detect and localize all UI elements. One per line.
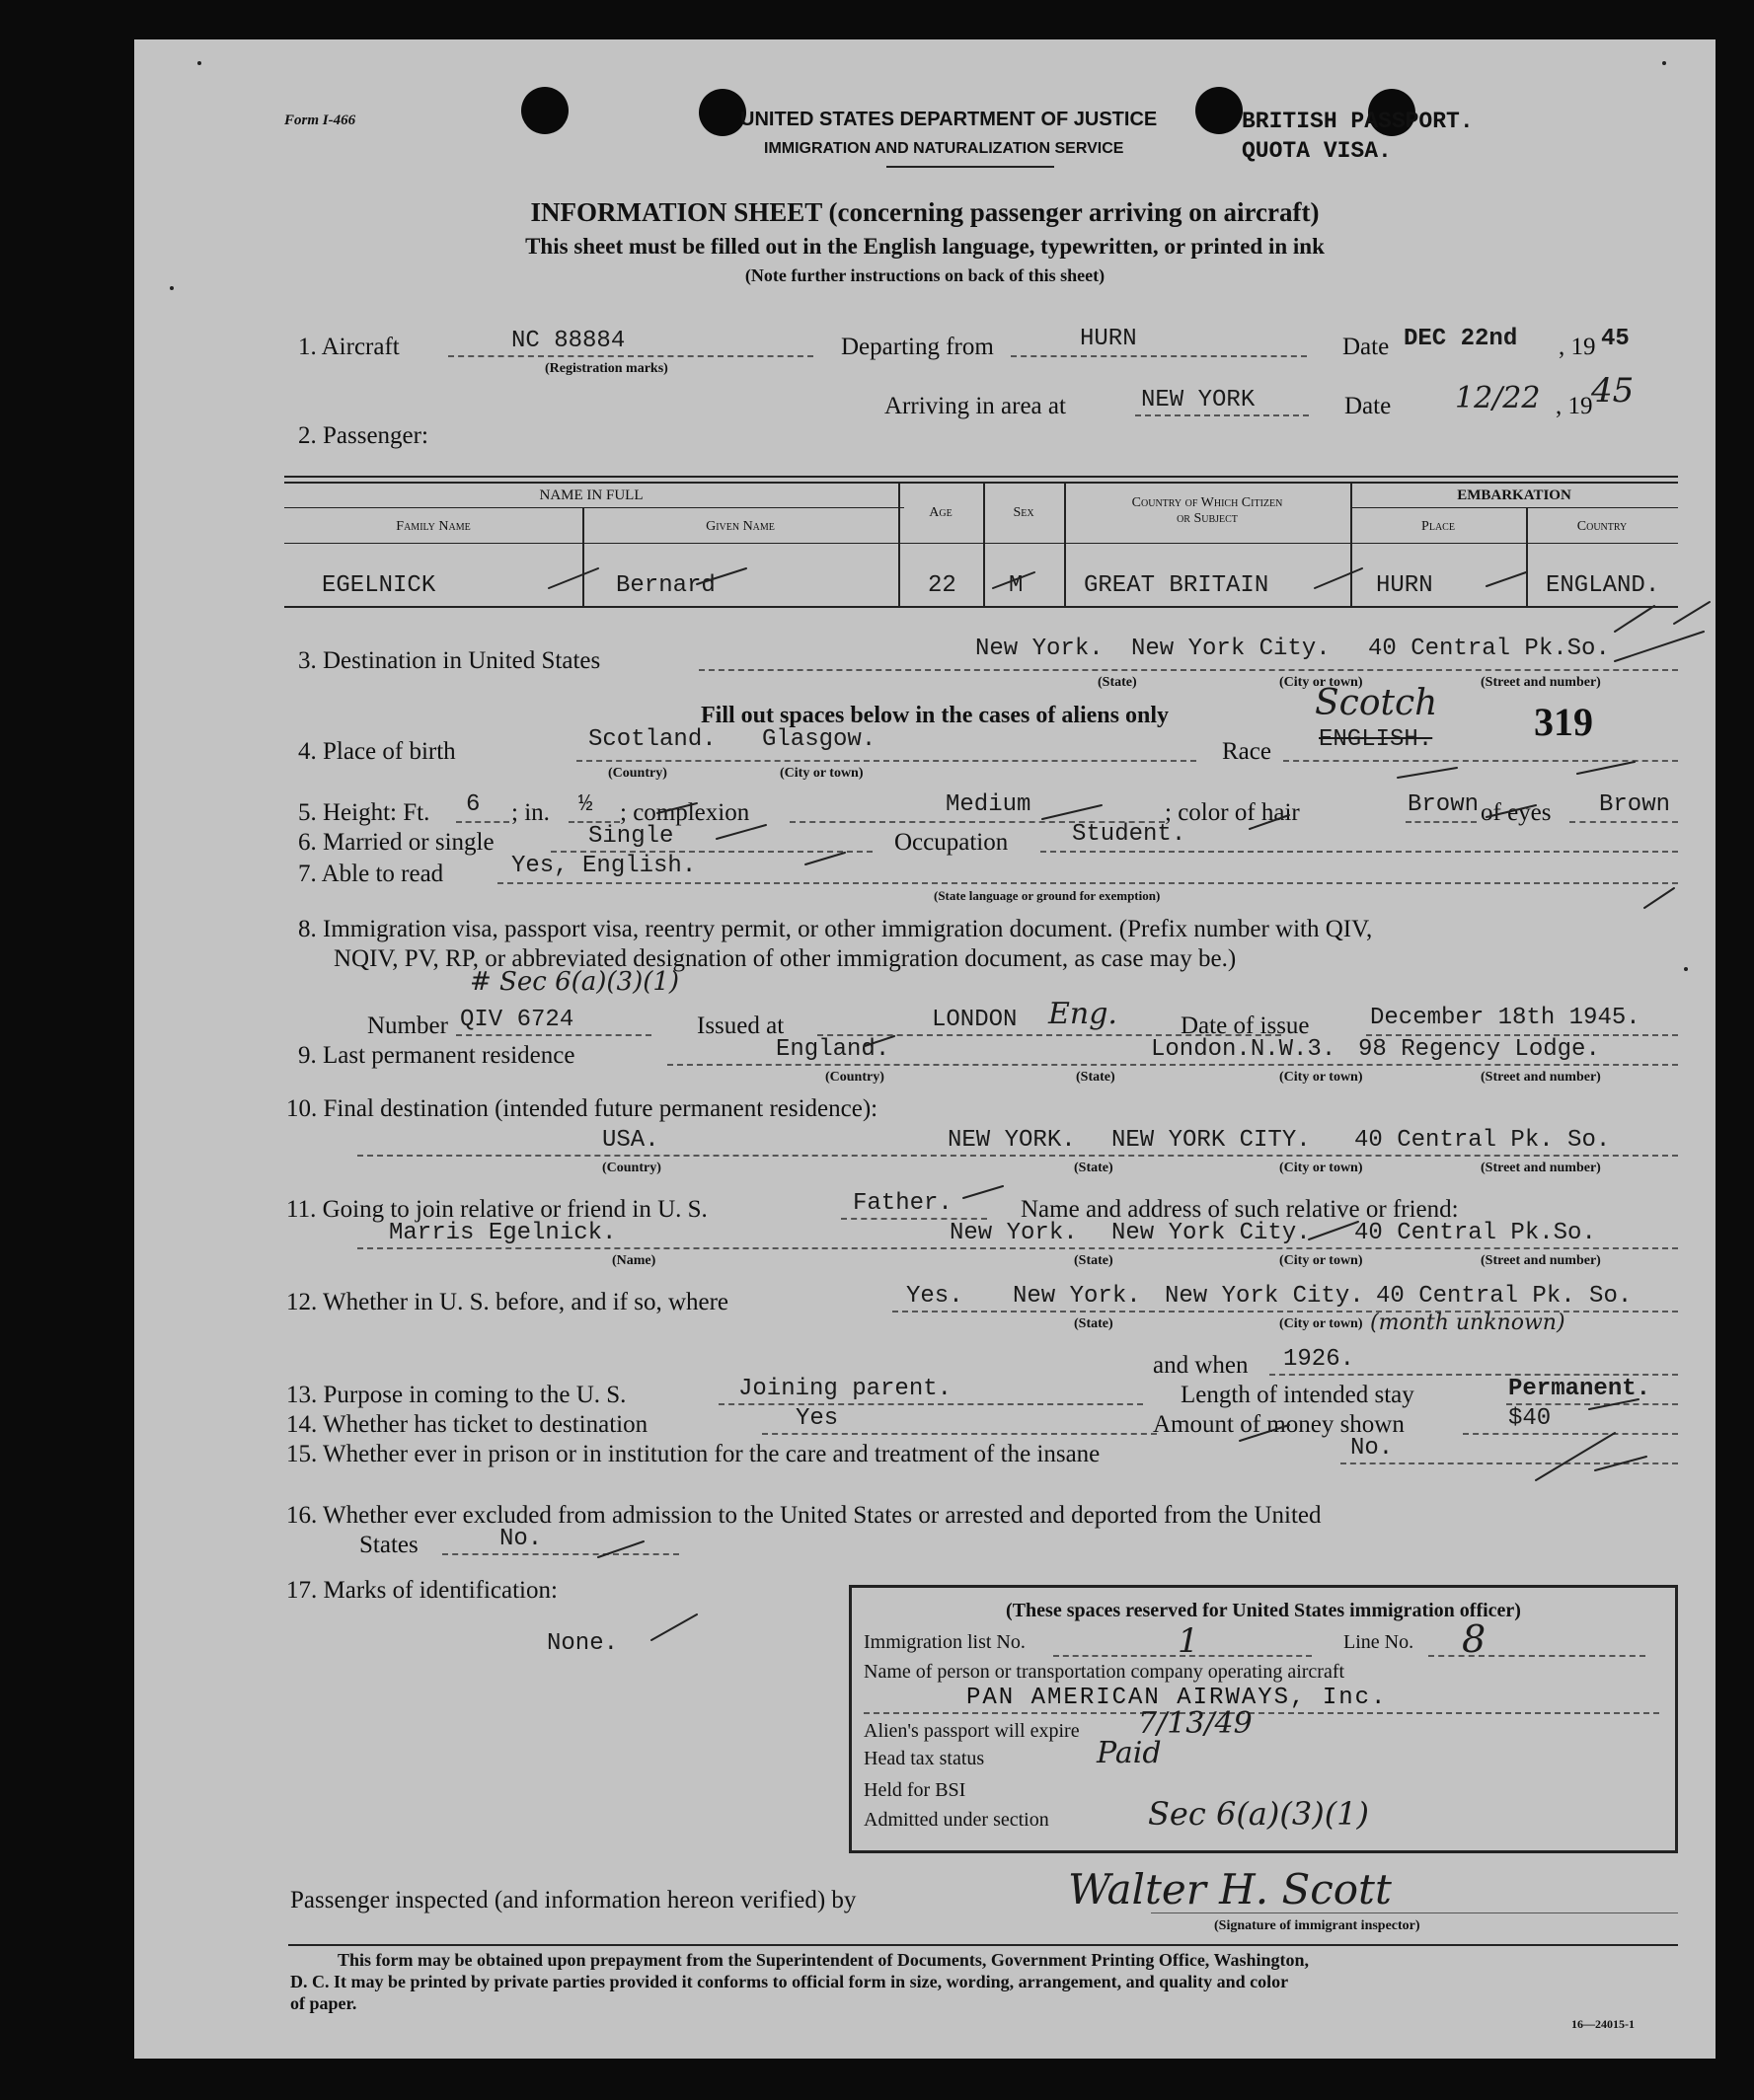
marital-value: Single bbox=[588, 823, 674, 850]
sheet-subtitle: This sheet must be filled out in the English language, typewritten, or printed in ink bbox=[525, 234, 1325, 259]
previous-us-street: 40 Central Pk. So. bbox=[1376, 1283, 1633, 1310]
residence-country-caption: (Country) bbox=[825, 1070, 884, 1085]
residence-label: 9. Last permanent residence bbox=[298, 1042, 575, 1069]
relative-city: New York City. bbox=[1111, 1220, 1311, 1246]
hair-value: Brown bbox=[1408, 791, 1480, 818]
previous-us-label: 12. Whether in U. S. before, and if so, where bbox=[286, 1289, 729, 1315]
issue-date-label: Date of issue bbox=[1181, 1012, 1310, 1039]
height-label: 5. Height: Ft. bbox=[298, 799, 430, 826]
issue-date-value: December 18th 1945. bbox=[1370, 1005, 1640, 1031]
race-handwritten: Scotch bbox=[1315, 683, 1438, 723]
line-no-value: 8 bbox=[1462, 1617, 1487, 1661]
previous-us-city: New York City. bbox=[1165, 1283, 1364, 1310]
destination-city-caption: (City or town) bbox=[1279, 675, 1363, 690]
read-caption: (State language or ground for exemption) bbox=[934, 888, 1161, 903]
place-header: Place bbox=[1421, 519, 1455, 534]
eyes-label: of eyes bbox=[1481, 799, 1552, 826]
residence-street: 98 Regency Lodge. bbox=[1358, 1036, 1600, 1063]
previous-us-state: New York. bbox=[1013, 1283, 1141, 1310]
ticket-value: Yes bbox=[796, 1405, 839, 1432]
officer-box-heading: (These spaces reserved for United States immigration officer) bbox=[1006, 1600, 1521, 1621]
doc-number-label: Number bbox=[367, 1012, 448, 1039]
read-label: 7. Able to read bbox=[298, 861, 444, 887]
footer-code: 16—24015-1 bbox=[1571, 2017, 1635, 2031]
operator-label: Name of person or transportation company operating aircraft bbox=[864, 1661, 1345, 1683]
prison-value: No. bbox=[1350, 1435, 1394, 1462]
destination-state: New York. bbox=[975, 636, 1104, 662]
identification-label: 17. Marks of identification: bbox=[286, 1577, 558, 1604]
given-name-value: Bernard bbox=[616, 572, 716, 599]
list-no-label: Immigration list No. bbox=[864, 1631, 1026, 1653]
relative-state-caption: (State) bbox=[1074, 1253, 1113, 1268]
height-inches: ½ bbox=[578, 791, 593, 818]
country-header: Country bbox=[1576, 519, 1628, 534]
destination-city: New York City. bbox=[1131, 636, 1331, 662]
sheet-title: INFORMATION SHEET (concerning passenger arriving on aircraft) bbox=[530, 197, 1320, 227]
sheet-note: (Note further instructions on back of this sheet) bbox=[744, 265, 1106, 285]
relative-state: New York. bbox=[950, 1220, 1078, 1246]
previous-handwritten-note: (month unknown) bbox=[1370, 1311, 1565, 1335]
complexion-label: ; complexion bbox=[620, 799, 750, 826]
date-departure-value: DEC 22nd bbox=[1404, 326, 1518, 352]
issued-handwritten: Eng. bbox=[1048, 997, 1117, 1031]
prison-label: 15. Whether ever in prison or in institution for the care and treatment of the insane bbox=[286, 1441, 1101, 1467]
birth-country-caption: (Country) bbox=[608, 766, 667, 781]
money-label: Amount of money shown bbox=[1153, 1411, 1405, 1438]
read-value: Yes, English. bbox=[511, 853, 697, 879]
doc-number-value: QIV 6724 bbox=[460, 1007, 574, 1033]
year-prefix-2: , 19 bbox=[1556, 393, 1593, 419]
family-name-value: EGELNICK bbox=[322, 572, 436, 599]
embark-place-value: HURN bbox=[1376, 572, 1433, 599]
hair-label: ; color of hair bbox=[1165, 799, 1300, 826]
head-tax-value: Paid bbox=[1097, 1736, 1162, 1770]
aliens-only-note: Fill out spaces below in the cases of aliens only bbox=[701, 703, 1170, 728]
inspection-label: Passenger inspected (and information hereon verified) by bbox=[290, 1887, 857, 1913]
service-title: IMMIGRATION AND NATURALIZATION SERVICE bbox=[764, 140, 1124, 157]
section-value: Sec 6(a)(3)(1) bbox=[1148, 1795, 1370, 1833]
footer-line1: This form may be obtained upon prepayment from the Superintendent of Documents, Government Printing Office, Washington, bbox=[338, 1950, 1310, 1970]
form-sheet bbox=[134, 39, 1716, 2059]
residence-country: England. bbox=[776, 1036, 890, 1063]
relative-city-caption: (City or town) bbox=[1279, 1253, 1363, 1268]
money-value: $40 bbox=[1508, 1405, 1552, 1432]
name-address-label: Name and address of such relative or friend: bbox=[1021, 1196, 1459, 1223]
join-relative-label: 11. Going to join relative or friend in U. S. bbox=[286, 1196, 708, 1223]
citizen-header-2: or Subject bbox=[1177, 511, 1238, 526]
given-name-header: Given Name bbox=[706, 519, 775, 534]
excluded-label: 16. Whether ever excluded from admission to the United States or arrested and deported from the United bbox=[286, 1502, 1322, 1529]
residence-city-caption: (City or town) bbox=[1279, 1070, 1363, 1085]
destination-street-caption: (Street and number) bbox=[1481, 675, 1601, 690]
final-state-caption: (State) bbox=[1074, 1161, 1113, 1175]
final-street: 40 Central Pk. So. bbox=[1354, 1127, 1611, 1154]
embark-country-value: ENGLAND. bbox=[1546, 572, 1660, 599]
aircraft-value: NC 88884 bbox=[511, 328, 626, 354]
form-number: Form I-466 bbox=[284, 112, 356, 128]
residence-state-caption: (State) bbox=[1076, 1070, 1115, 1085]
department-title: UNITED STATES DEPARTMENT OF JUSTICE bbox=[740, 109, 1158, 130]
destination-state-caption: (State) bbox=[1098, 675, 1137, 690]
stamp-quota: QUOTA VISA. bbox=[1242, 138, 1392, 164]
relative-name-caption: (Name) bbox=[612, 1253, 656, 1268]
date-departure-label: Date bbox=[1342, 334, 1390, 360]
immigration-doc-line1: 8. Immigration visa, passport visa, reentry permit, or other immigration document. (Prefix number with QIV, bbox=[298, 916, 1373, 942]
bsi-label: Held for BSI bbox=[864, 1779, 966, 1801]
stamp-passport: BRITISH PASSPORT. bbox=[1242, 109, 1474, 134]
immigration-doc-line2: NQIV, PV, RP, or abbreviated designation of other immigration document, as case may be.) bbox=[334, 945, 1237, 972]
citizen-value: GREAT BRITAIN bbox=[1084, 572, 1269, 599]
occupation-label: Occupation bbox=[894, 829, 1009, 856]
race-typed: ENGLISH. bbox=[1319, 726, 1433, 753]
relative-name: Marris Egelnick. bbox=[389, 1220, 617, 1246]
residence-street-caption: (Street and number) bbox=[1481, 1070, 1601, 1085]
name-in-full-header: NAME IN FULL bbox=[539, 488, 644, 503]
previous-state-caption: (State) bbox=[1074, 1316, 1113, 1331]
excluded-states-label: States bbox=[359, 1532, 419, 1558]
ticket-label: 14. Whether has ticket to destination bbox=[286, 1411, 648, 1438]
arriving-label: Arriving in area at bbox=[884, 393, 1066, 419]
pen-check-marks bbox=[134, 39, 1716, 2059]
passenger-label: 2. Passenger: bbox=[298, 422, 428, 449]
section-label: Admitted under section bbox=[864, 1809, 1049, 1831]
race-code: 319 bbox=[1534, 700, 1593, 744]
final-city-caption: (City or town) bbox=[1279, 1161, 1363, 1175]
final-state: NEW YORK. bbox=[948, 1127, 1076, 1154]
sex-value: M bbox=[1009, 572, 1024, 599]
birthplace-label: 4. Place of birth bbox=[298, 738, 456, 765]
citizen-header-1: Country of Which Citizen bbox=[1131, 495, 1283, 510]
excluded-value: No. bbox=[499, 1526, 543, 1552]
year-prefix: , 19 bbox=[1559, 334, 1596, 360]
residence-city: London.N.W.3. bbox=[1151, 1036, 1336, 1063]
destination-street: 40 Central Pk.So. bbox=[1368, 636, 1610, 662]
complexion-value: Medium bbox=[946, 791, 1031, 818]
when-label: and when bbox=[1153, 1352, 1249, 1379]
relative-street-caption: (Street and number) bbox=[1481, 1253, 1601, 1268]
date-arrival-label: Date bbox=[1344, 393, 1392, 419]
inspector-signature: Walter H. Scott bbox=[1068, 1865, 1392, 1913]
join-relation-value: Father. bbox=[853, 1190, 953, 1217]
line-no-label: Line No. bbox=[1343, 1631, 1414, 1653]
occupation-value: Student. bbox=[1072, 821, 1186, 848]
family-name-header: Family Name bbox=[396, 519, 471, 534]
embarkation-header: EMBARKATION bbox=[1457, 488, 1571, 503]
final-street-caption: (Street and number) bbox=[1481, 1161, 1601, 1175]
eyes-value: Brown bbox=[1599, 791, 1671, 818]
marital-label: 6. Married or single bbox=[298, 829, 495, 856]
destination-label: 3. Destination in United States bbox=[298, 647, 601, 674]
head-tax-label: Head tax status bbox=[864, 1748, 985, 1769]
year-departure-value: 45 bbox=[1601, 326, 1630, 352]
purpose-label: 13. Purpose in coming to the U. S. bbox=[286, 1382, 627, 1408]
footer-line2: D. C. It may be printed by private parties provided it conforms to official form in size, wording, arrangement, and quality and color bbox=[290, 1972, 1289, 1991]
departing-value: HURN bbox=[1080, 326, 1137, 352]
list-no-value: 1 bbox=[1178, 1621, 1199, 1661]
inches-label: ; in. bbox=[511, 799, 550, 826]
footer-line3: of paper. bbox=[290, 1993, 357, 2013]
sex-header: Sex bbox=[1013, 505, 1034, 520]
previous-us-answer: Yes. bbox=[906, 1283, 963, 1310]
date-arrival-value: 12/22 bbox=[1455, 381, 1541, 415]
final-country: USA. bbox=[602, 1127, 659, 1154]
purpose-value: Joining parent. bbox=[738, 1376, 953, 1402]
final-city: NEW YORK CITY. bbox=[1111, 1127, 1311, 1154]
operator-value: PAN AMERICAN AIRWAYS, Inc. bbox=[966, 1685, 1388, 1711]
birth-country: Scotland. bbox=[588, 726, 717, 753]
previous-city-caption: (City or town) bbox=[1279, 1316, 1363, 1331]
issued-label: Issued at bbox=[697, 1012, 785, 1039]
relative-street: 40 Central Pk.So. bbox=[1354, 1220, 1596, 1246]
issued-value: LONDON bbox=[932, 1007, 1018, 1033]
passport-expire-value: 7/13/49 bbox=[1138, 1706, 1253, 1741]
departing-label: Departing from bbox=[841, 334, 994, 360]
doc-number-handwritten: # Sec 6(a)(3)(1) bbox=[470, 967, 680, 997]
stay-value: Permanent. bbox=[1508, 1376, 1651, 1402]
when-value: 1926. bbox=[1283, 1346, 1355, 1373]
height-feet: 6 bbox=[466, 791, 481, 818]
final-destination-label: 10. Final destination (intended future permanent residence): bbox=[286, 1095, 878, 1122]
aircraft-label: 1. Aircraft bbox=[298, 334, 400, 360]
age-header: Age bbox=[929, 505, 953, 520]
registration-caption: (Registration marks) bbox=[545, 361, 668, 376]
birth-city: Glasgow. bbox=[762, 726, 877, 753]
race-label: Race bbox=[1222, 738, 1271, 765]
identification-value: None. bbox=[547, 1630, 619, 1657]
age-value: 22 bbox=[928, 572, 956, 599]
stay-label: Length of intended stay bbox=[1181, 1382, 1414, 1408]
arriving-value: NEW YORK bbox=[1141, 387, 1256, 413]
signature-caption: (Signature of immigrant inspector) bbox=[1214, 1918, 1420, 1933]
year-arrival-value: 45 bbox=[1591, 371, 1635, 411]
passport-expire-label: Alien's passport will expire bbox=[864, 1720, 1080, 1742]
final-country-caption: (Country) bbox=[602, 1161, 661, 1175]
birth-city-caption: (City or town) bbox=[780, 766, 864, 781]
